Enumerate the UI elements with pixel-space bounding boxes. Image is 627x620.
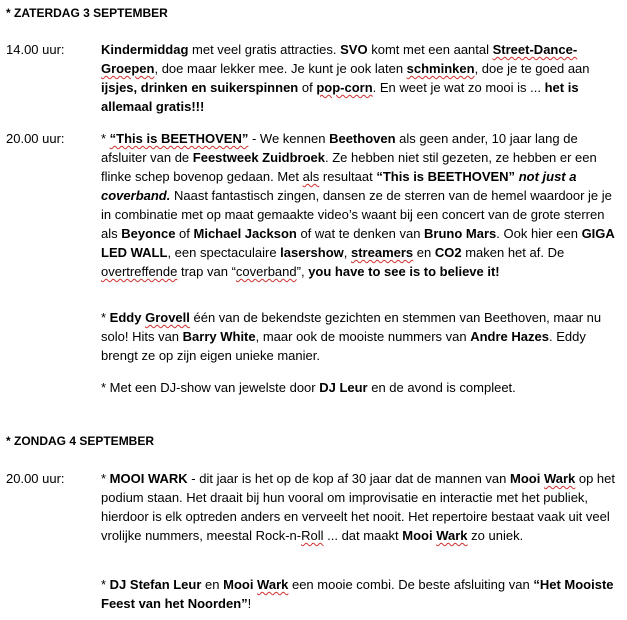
event-description [101, 575, 616, 613]
text-run: ijsjes, drinken en suikerspinnen [101, 80, 299, 95]
text-run: trap van “ [177, 264, 236, 279]
text-run: - We kennen [248, 131, 330, 146]
text-run: coverband [235, 264, 297, 279]
text-run: Wark [436, 528, 468, 543]
text-run: not just a coverband. [101, 169, 577, 203]
text-run: * [101, 471, 110, 486]
text-run: SVO [340, 42, 368, 57]
paragraph [101, 575, 616, 613]
text-run: , [343, 245, 351, 260]
event-description [101, 469, 616, 545]
text-run: Andre Hazes [470, 329, 549, 344]
text-run: pop-corn [316, 80, 373, 95]
text-run: * Met een DJ-show van jewelste door [101, 380, 320, 395]
text-run: DJ Stefan Leur [109, 577, 202, 592]
text-run: één van de bekendste gezichten en stemmen van Beethoven, maar nu solo! Hits van [101, 310, 602, 344]
text-run: Grovell [145, 310, 190, 325]
text-run: Bruno Mars [424, 226, 497, 241]
text-run: , doe je te goed aan [474, 61, 590, 76]
text-run: Roll [301, 528, 324, 543]
text-run: zo uniek. [467, 528, 524, 543]
text-run: Barry White [182, 329, 256, 344]
text-run: ... dat maakt [323, 528, 403, 543]
text-run: als geen ander, 10 jaar lang de afsluiter van de [101, 131, 578, 165]
text-run: en de avond is compleet. [367, 380, 516, 395]
text-run: streamers [351, 245, 414, 260]
text-run: . En weet je wat zo mooi is ... [372, 80, 545, 95]
text-run: Street-Dance-Groepen [101, 42, 578, 76]
paragraph [101, 469, 616, 545]
event-description [101, 129, 616, 281]
text-run: met veel gratis attracties. [188, 42, 341, 57]
text-run: een mooie combi. De beste afsluiting van [288, 577, 534, 592]
paragraph [101, 129, 616, 281]
day-heading-saturday: * ZATERDAG 3 SEPTEMBER [6, 6, 168, 20]
text-run: of [298, 80, 317, 95]
text-run: , doe maar lekker mee. Je kunt je ook laten [154, 61, 407, 76]
paragraph [101, 308, 616, 365]
text-run: het is allemaal gratis!!! [101, 80, 579, 114]
text-run: overtreffende [101, 264, 178, 279]
text-run: schminken [406, 61, 475, 76]
text-run: ! [247, 596, 252, 611]
paragraph [101, 40, 616, 116]
text-run: - dit jaar is het op de kop af 30 jaar dat de mannen van [187, 471, 510, 486]
text-run: en [201, 577, 224, 592]
text-run: als [302, 169, 320, 184]
event-description [101, 378, 616, 397]
text-run: Mooi [223, 577, 258, 592]
text-run: komt met een aantal [367, 42, 493, 57]
event-time: 14.00 uur: [6, 42, 65, 57]
event-time: 20.00 uur: [6, 471, 65, 486]
text-run: of wat te denken van [296, 226, 425, 241]
text-run: , een spectaculaire [167, 245, 281, 260]
event-description [101, 308, 616, 365]
text-run: Feestweek Zuidbroek [192, 150, 325, 165]
text-run: Wark [257, 577, 289, 592]
text-run: op het podium staan. Het draait bij hun vooral om improvisatie en interactie met het publiek, hierdoor is elk optreden anders en verveelt het nooit. Het repertoire bestaat vaak uit veel vrolijke nummers, meestal Rock-n- [101, 471, 616, 543]
text-run: “This is BEETHOVEN” [376, 169, 516, 184]
text-run: CO2 [434, 245, 462, 260]
text-run: “This is BEETHOVEN” [109, 131, 249, 146]
text-run: * [101, 131, 110, 146]
text-run: * [101, 577, 110, 592]
text-run: . Ook hier een [496, 226, 582, 241]
text-run: DJ Leur [319, 380, 368, 395]
event-description [101, 40, 616, 116]
text-run: ”, [296, 264, 309, 279]
text-run: GIGA LED WALL [101, 226, 615, 260]
text-run: Mooi [402, 528, 437, 543]
text-run: . Eddy brengt ze op zijn eigen unieke manier. [101, 329, 586, 363]
text-run: Beyonce [121, 226, 176, 241]
day-heading-sunday: * ZONDAG 4 SEPTEMBER [6, 434, 155, 448]
text-run: you have to see is to believe it! [308, 264, 500, 279]
text-run: Beethoven [329, 131, 396, 146]
text-run: Kindermiddag [101, 42, 189, 57]
text-run: “Het Mooiste Feest van het Noorden” [101, 577, 614, 611]
text-run: of [175, 226, 194, 241]
text-run: Mooi [510, 471, 544, 486]
text-run: , maar ook de mooiste nummers van [255, 329, 471, 344]
text-run: lasershow [280, 245, 344, 260]
paragraph [101, 378, 616, 397]
text-run: * [101, 310, 110, 325]
text-run: Wark [543, 471, 576, 486]
text-run: resultaat [319, 169, 377, 184]
text-run: Eddy [109, 310, 146, 325]
text-run: maken het af. De [461, 245, 565, 260]
text-run: MOOI WARK [109, 471, 188, 486]
text-run: Michael Jackson [193, 226, 297, 241]
text-run: . Ze hebben niet stil gezeten, ze hebben er een flinke schep bovenop gedaan. Met [101, 150, 597, 184]
text-run: Naast fantastisch zingen, dansen ze de sterren van de hemel waardoor je je in combinatie met op maat gemaakte video’s waant bij een concert van de grote sterren als [101, 188, 612, 241]
event-time: 20.00 uur: [6, 131, 65, 146]
text-run: en [413, 245, 435, 260]
